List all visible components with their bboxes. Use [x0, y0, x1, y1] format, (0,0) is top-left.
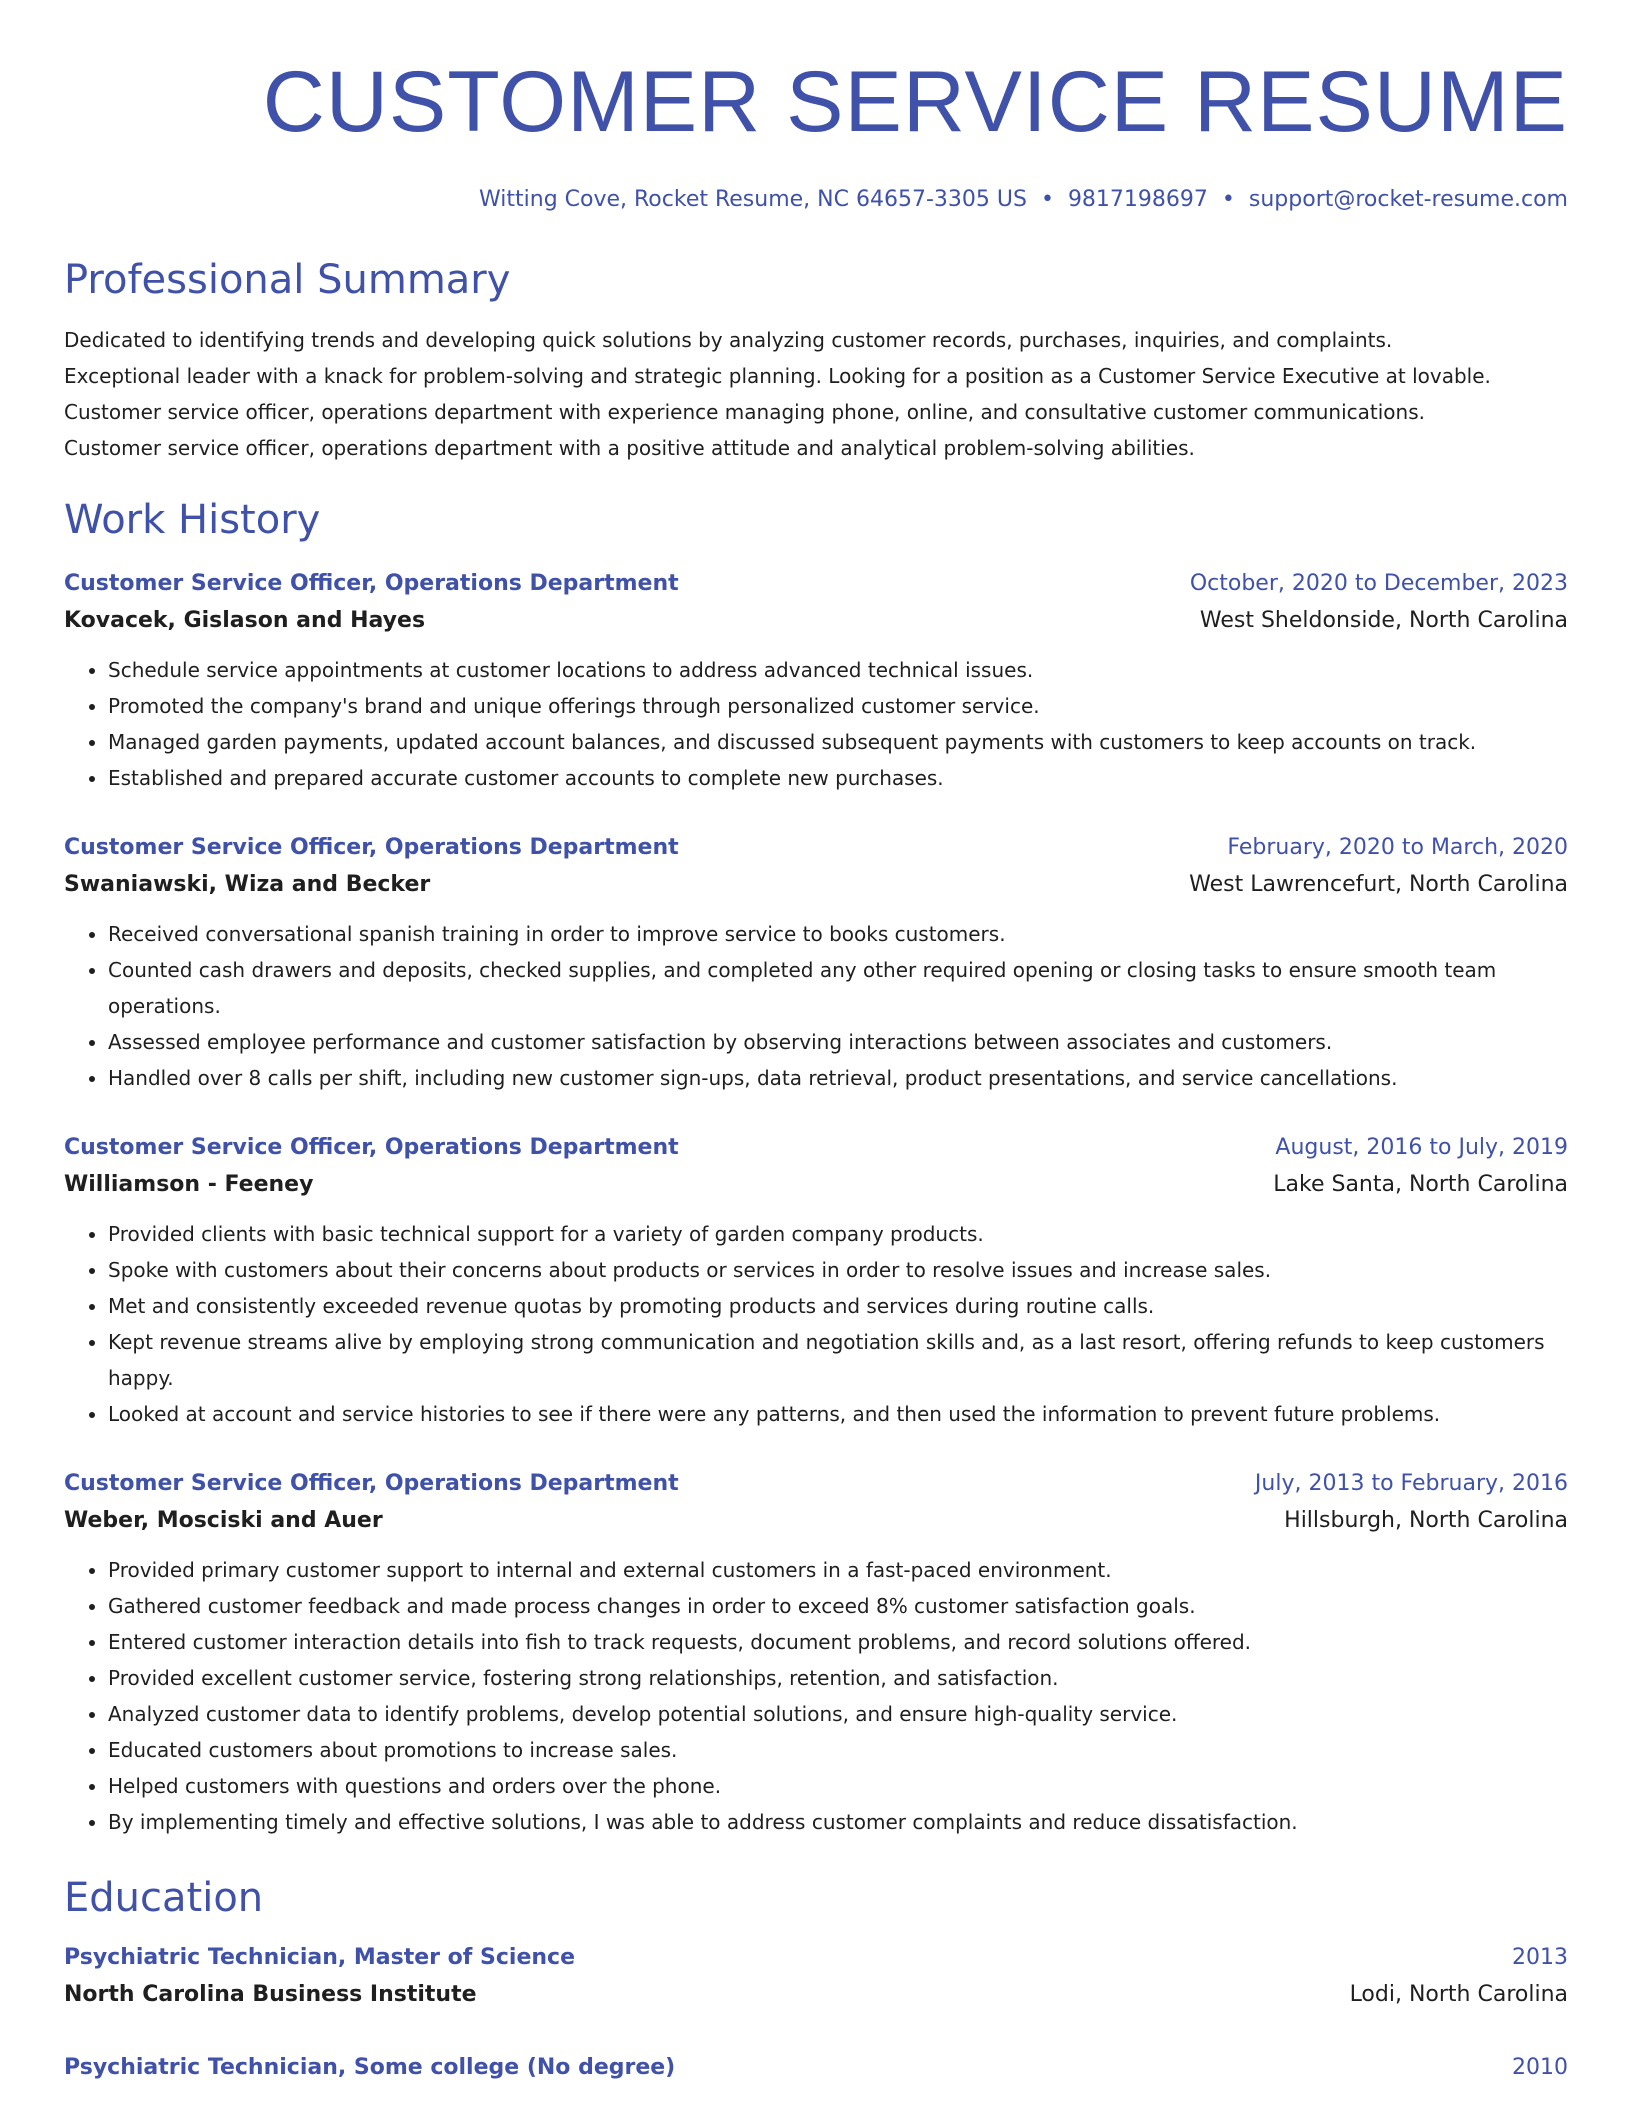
job-entry	[64, 1130, 1568, 1432]
education-degree: Psychiatric Technician, Some college (No degree)	[64, 2055, 676, 2080]
education-location: Lodi, North Carolina	[1349, 1982, 1568, 2007]
job-company-row	[64, 1502, 1568, 1540]
education-header-row	[64, 2050, 1568, 2086]
summary-line: Dedicated to identifying trends and developing quick solutions by analyzing customer records, purchases, inquiries, and complaints.	[64, 328, 1393, 352]
contact-separator: •	[1040, 187, 1054, 212]
education-header-row	[64, 1940, 1568, 1976]
education-entry	[64, 2050, 1568, 2086]
job-bullet: • Promoted the company's brand and unique offerings through personalized customer service.	[108, 688, 1568, 724]
job-role: Customer Service Officer, Operations Department	[64, 571, 679, 596]
job-bullet: • Provided excellent customer service, fostering strong relationships, retention, and satisfaction.	[108, 1660, 1568, 1696]
job-bullet: • Gathered customer feedback and made process changes in order to exceed 8% customer satisfaction goals.	[108, 1588, 1568, 1624]
job-dates: October, 2020 to December, 2023	[1189, 571, 1568, 596]
job-bullet: • Educated customers about promotions to increase sales.	[108, 1732, 1568, 1768]
education-year: 2010	[1512, 2055, 1568, 2080]
contact-separator: •	[1221, 187, 1235, 212]
job-bullet: • Kept revenue streams alive by employing strong communication and negotiation skills and, as a last resort, offering refunds to keep customers happy.	[108, 1324, 1568, 1396]
job-bullet: • Met and consistently exceeded revenue quotas by promoting products and services during routine calls.	[108, 1288, 1568, 1324]
education-entry	[64, 1940, 1568, 2014]
job-header-row	[64, 830, 1568, 866]
summary-line: Customer service officer, operations department with experience managing phone, online, and consultative customer communications.	[64, 400, 1425, 424]
job-bullet: • By implementing timely and effective solutions, I was able to address customer complaints and reduce dissatisfaction.	[108, 1804, 1568, 1840]
job-header-row	[64, 1466, 1568, 1502]
job-bullets	[64, 916, 1568, 1096]
job-company: Williamson - Feeney	[64, 1172, 314, 1197]
job-company: Kovacek, Gislason and Hayes	[64, 608, 426, 633]
job-entry	[64, 566, 1568, 796]
job-bullet: • Counted cash drawers and deposits, checked supplies, and completed any other required opening or closing tasks to ensure smooth team operations.	[108, 952, 1568, 1024]
job-bullet: • Looked at account and service histories to see if there were any patterns, and then used the information to prevent future problems.	[108, 1396, 1568, 1432]
job-bullet: • Schedule service appointments at customer locations to address advanced technical issues.	[108, 652, 1568, 688]
job-bullets	[64, 652, 1568, 796]
job-bullet: • Managed garden payments, updated account balances, and discussed subsequent payments with customers to keep accounts on track.	[108, 724, 1568, 760]
job-bullet: • Established and prepared accurate customer accounts to complete new purchases.	[108, 760, 1568, 796]
job-bullet: • Assessed employee performance and customer satisfaction by observing interactions between associates and customers.	[108, 1024, 1568, 1060]
job-entry	[64, 1466, 1568, 1840]
job-role: Customer Service Officer, Operations Department	[64, 1135, 679, 1160]
job-bullets	[64, 1552, 1568, 1840]
education-school: North Carolina Business Institute	[64, 1982, 477, 2007]
job-bullet: • Helped customers with questions and orders over the phone.	[108, 1768, 1568, 1804]
job-header-row	[64, 566, 1568, 602]
job-company: Weber, Mosciski and Auer	[64, 1508, 383, 1533]
resume-header	[64, 0, 1568, 214]
summary-text	[64, 322, 1568, 466]
job-role: Customer Service Officer, Operations Department	[64, 835, 679, 860]
resume-title: CUSTOMER SERVICE RESUME	[262, 54, 1568, 150]
education-heading: Education	[64, 1875, 264, 1921]
job-company-row	[64, 866, 1568, 904]
job-dates: August, 2016 to July, 2019	[1275, 1135, 1568, 1160]
job-company-row	[64, 602, 1568, 640]
job-bullet: • Analyzed customer data to identify problems, develop potential solutions, and ensure high-quality service.	[108, 1696, 1568, 1732]
contact-phone: 9817198697	[1067, 187, 1208, 212]
job-location: Hillsburgh, North Carolina	[1284, 1508, 1568, 1533]
summary-line: Exceptional leader with a knack for problem-solving and strategic planning. Looking for a position as a Customer Service Executive at lovable.	[64, 364, 1491, 388]
contact-line	[64, 186, 1568, 214]
job-company: Swaniawski, Wiza and Becker	[64, 872, 431, 897]
education-degree: Psychiatric Technician, Master of Science	[64, 1945, 575, 1970]
job-bullet: • Received conversational spanish training in order to improve service to books customers.	[108, 916, 1568, 952]
job-bullet: • Entered customer interaction details into fish to track requests, document problems, and record solutions offered.	[108, 1624, 1568, 1660]
job-bullet: • Handled over 8 calls per shift, including new customer sign-ups, data retrieval, product presentations, and service cancellations.	[108, 1060, 1568, 1096]
job-dates: July, 2013 to February, 2016	[1254, 1471, 1568, 1496]
contact-address: Witting Cove, Rocket Resume, NC 64657-3305 US	[479, 187, 1027, 212]
job-bullet: • Spoke with customers about their concerns about products or services in order to resolve issues and increase sales.	[108, 1252, 1568, 1288]
contact-email[interactable]: support@rocket-resume.com	[1248, 187, 1568, 212]
job-role: Customer Service Officer, Operations Department	[64, 1471, 679, 1496]
job-location: West Lawrencefurt, North Carolina	[1189, 872, 1568, 897]
job-location: Lake Santa, North Carolina	[1273, 1172, 1568, 1197]
job-bullets	[64, 1216, 1568, 1432]
education-year: 2013	[1512, 1945, 1568, 1970]
job-dates: February, 2020 to March, 2020	[1227, 835, 1568, 860]
work-history-heading: Work History	[64, 497, 321, 543]
job-bullet: • Provided primary customer support to internal and external customers in a fast-paced environment.	[108, 1552, 1568, 1588]
education-school-row	[64, 1976, 1568, 2014]
summary-line: Customer service officer, operations department with a positive attitude and analytical problem-solving abilities.	[64, 436, 1195, 460]
job-header-row	[64, 1130, 1568, 1166]
job-location: West Sheldonside, North Carolina	[1199, 608, 1568, 633]
job-entry	[64, 830, 1568, 1096]
job-company-row	[64, 1166, 1568, 1204]
job-bullet: • Provided clients with basic technical support for a variety of garden company products.	[108, 1216, 1568, 1252]
summary-heading: Professional Summary	[64, 257, 511, 303]
